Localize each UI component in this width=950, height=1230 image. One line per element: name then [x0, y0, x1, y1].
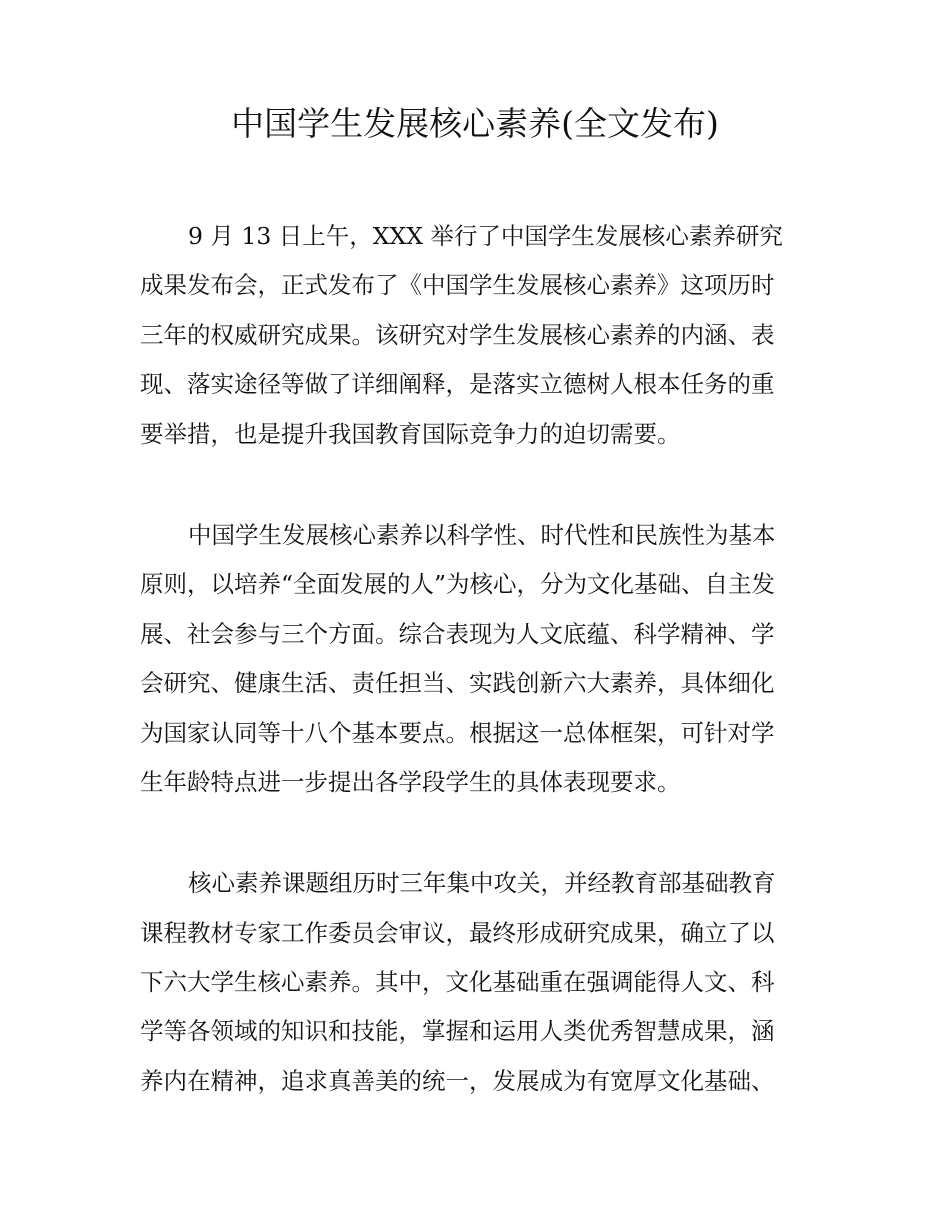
paragraph-line: 会研究、健康生活、责任担当、实践创新六大素养，具体细化	[140, 669, 775, 698]
paragraph-line: 核心素养课题组历时三年集中攻关，并经教育部基础教育	[188, 869, 776, 898]
paragraph-line: 展、社会参与三个方面。综合表现为人文底蕴、科学精神、学	[140, 619, 775, 648]
paragraph-line: 养内在精神，追求真善美的统一，发展成为有宽厚文化基础、	[140, 1066, 775, 1095]
paragraph-line: 成果发布会，正式发布了《中国学生发展核心素养》这项历时	[140, 271, 775, 300]
document-title: 中国学生发展核心素养(全文发布)	[231, 104, 719, 143]
paragraph-2	[140, 511, 812, 807]
paragraph-line: 课程教材专家工作委员会审议，最终形成研究成果，确立了以	[140, 918, 775, 947]
paragraph-line: 三年的权威研究成果。该研究对学生发展核心素养的内涵、表	[140, 320, 775, 349]
paragraph-line: 下六大学生核心素养。其中，文化基础重在强调能得人文、科	[140, 968, 775, 997]
paragraph-3	[140, 859, 812, 1106]
paragraph-line: 原则，以培养“全面发展的人”为核心，分为文化基础、自主发	[140, 570, 776, 599]
paragraph-line: 现、落实途径等做了详细阐释，是落实立德树人根本任务的重	[140, 370, 775, 399]
document-body	[140, 212, 812, 1158]
paragraph-line: 中国学生发展核心素养以科学性、时代性和民族性为基本	[188, 520, 776, 549]
paragraph-line: 生年龄特点进一步提出各学段学生的具体表现要求。	[140, 767, 681, 796]
paragraph-line: 要举措，也是提升我国教育国际竞争力的迫切需要。	[140, 419, 681, 448]
paragraph-line: 学等各领域的知识和技能，掌握和运用人类优秀智慧成果，涵	[140, 1017, 775, 1046]
paragraph-1	[140, 212, 812, 459]
paragraph-line: 为国家认同等十八个基本要点。根据这一总体框架，可针对学	[140, 718, 775, 747]
paragraph-line: 9 月 13 日上午，XXX 举行了中国学生发展核心素养研究	[188, 222, 783, 250]
